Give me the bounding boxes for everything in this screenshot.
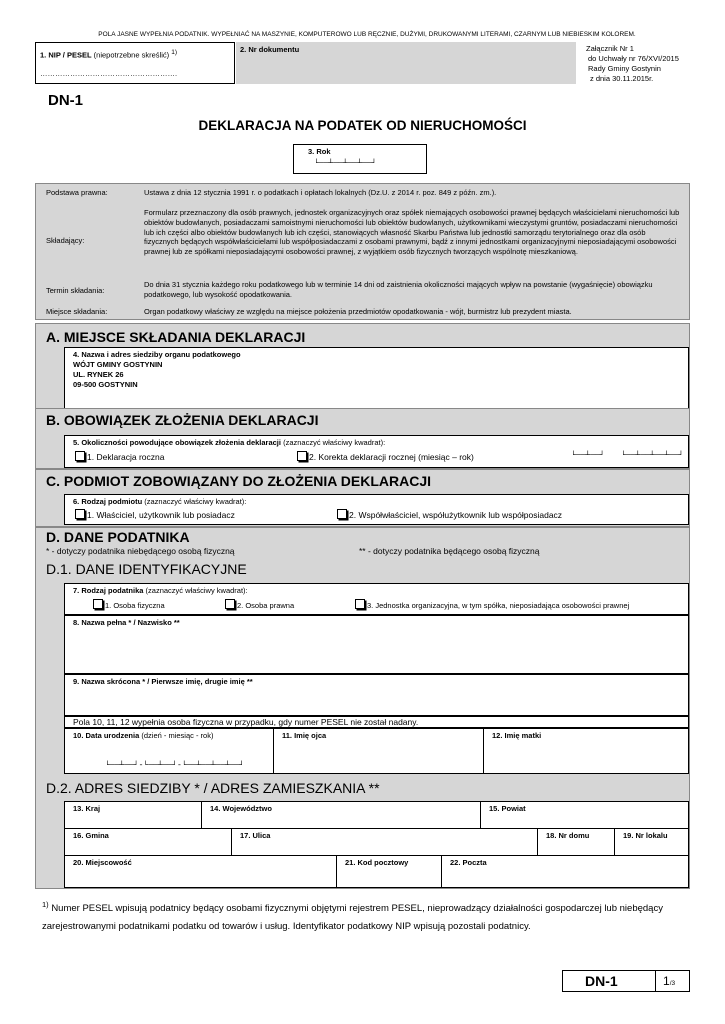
mother-name-field[interactable]: [483, 728, 689, 774]
option-owner[interactable]: [75, 509, 235, 520]
deadline-text: Do dnia 31 stycznia każdego roku podatkowego lub w terminie 14 dni od zaistnienia okoliczności mających wpływ na powstanie (wygaśnięcie) obowiązku podatkowego, lub wysokość opodatkowania.: [144, 280, 653, 299]
nip-dots: ……………………………………………….: [40, 69, 178, 78]
filers-label: Składający:: [46, 236, 85, 245]
page-number: [663, 974, 675, 988]
field22-label: 22. Poczta: [450, 858, 487, 867]
footer-box: [562, 970, 690, 992]
option-legal-person-label: 2. Osoba prawna: [237, 601, 295, 610]
field7-box: [64, 583, 689, 615]
field15-label: 15. Powiat: [489, 804, 526, 813]
field14-label: 14. Województwo: [210, 804, 272, 813]
option-owner-label: 1. Właściciel, użytkownik lub posiadacz: [87, 510, 235, 520]
street-field[interactable]: [231, 828, 538, 856]
section-b-title: B. OBOWIĄZEK ZŁOŻENIA DEKLARACJI: [46, 412, 319, 428]
section-a-title: A. MIEJSCE SKŁADANIA DEKLARACJI: [46, 329, 306, 345]
section-d: [35, 527, 690, 889]
checkbox-org-unit[interactable]: [355, 599, 365, 609]
footnote-text: Numer PESEL wpisują podatnicy będący osobami fizycznymi objętymi rejestrem PESEL, nieprowadzący działalności gospodarczej lub niebędący zarejestrowanymi podatnikami podatku od towarów i usług. Identyfikator podatkowy NIP wpisują pozostali podatnicy.: [42, 903, 663, 933]
field17-label: 17. Ulica: [240, 831, 271, 840]
field9-label: 9. Nazwa skrócona * / Pierwsze imię, drugie imię **: [73, 677, 253, 686]
nip-hint: (niepotrzebne skreślić): [93, 50, 170, 60]
short-name-field[interactable]: [64, 674, 689, 716]
father-name-field[interactable]: [273, 728, 484, 774]
commune-field[interactable]: [64, 828, 232, 856]
nip-label: 1. NIP / PESEL: [40, 50, 92, 60]
section-c-title: C. PODMIOT ZOBOWIĄZANY DO ZŁOŻENIA DEKLARACJI: [46, 473, 431, 489]
note-non-natural: * - dotyczy podatnika niebędącego osobą fizyczną: [46, 546, 235, 556]
option-correction-label: 2. Korekta deklaracji rocznej (miesiąc – rok): [309, 452, 474, 462]
address-line: WÓJT GMINY GOSTYNIN: [73, 360, 163, 369]
field18-label: 18. Nr domu: [546, 831, 590, 840]
town-field[interactable]: [64, 855, 337, 888]
place-text: Organ podatkowy właściwy ze względu na miejsce położenia przedmiotów opodatkowania - wójt, burmistrz lub prezydent miasta.: [144, 307, 572, 316]
option-org-unit[interactable]: [355, 599, 629, 610]
legal-basis-label: Podstawa prawna:: [46, 188, 108, 197]
page-total: /3: [669, 980, 676, 987]
address-line: 09-500 GOSTYNIN: [73, 380, 138, 389]
field6-box: [64, 494, 689, 525]
correction-year-ticks[interactable]: └──┴──┴──┴──┘: [621, 451, 684, 460]
year-input-ticks: └──┴──┴──┴──┘: [314, 159, 377, 168]
pesel-note-box: [64, 716, 689, 728]
footer-form-code: DN-1: [585, 973, 618, 989]
footnote: [42, 896, 682, 936]
d1-title: D.1. DANE IDENTYFIKACYJNE: [46, 561, 247, 577]
note-natural: ** - dotyczy podatnika będącego osobą fizyczną: [359, 546, 540, 556]
country-field[interactable]: [64, 801, 202, 829]
fill-instructions: POLA JASNE WYPEŁNIA PODATNIK. WYPEŁNIAĆ NA MASZYNIE, KOMPUTEROWO LUB RĘCZNIE, DUŻYMI, DRUKOWANYMI LITERAMI, CZARNYM LUB NIEBIESKIM KOLOREM.: [98, 31, 636, 38]
field19-label: 19. Nr lokalu: [623, 831, 668, 840]
checkbox-natural-person[interactable]: [93, 599, 103, 609]
attachment-line: do Uchwały nr 76/XVI/2015: [588, 54, 679, 63]
checkbox-owner[interactable]: [75, 509, 85, 519]
option-legal-person[interactable]: [225, 599, 294, 610]
section-d-title: D. DANE PODATNIKA: [46, 529, 190, 545]
option-co-owner-label: 2. Współwłaściciel, współużytkownik lub współposiadacz: [349, 510, 563, 520]
field21-label: 21. Kod pocztowy: [345, 858, 409, 867]
nip-pesel-field[interactable]: [35, 42, 235, 84]
county-field[interactable]: [480, 801, 689, 829]
correction-month-ticks[interactable]: └──┴──┘: [571, 451, 605, 460]
checkbox-correction[interactable]: [297, 451, 307, 461]
tax-office-address: [73, 360, 162, 390]
option-co-owner[interactable]: [337, 509, 562, 520]
nip-footnote-ref: 1): [171, 49, 177, 56]
section-b: [35, 408, 690, 469]
field13-label: 13. Kraj: [73, 804, 101, 813]
postal-code-field[interactable]: [336, 855, 442, 888]
field5-box: [64, 435, 689, 468]
field10-hint: (dzień - miesiąc - rok): [141, 731, 214, 740]
field5-hint: (zaznaczyć właściwy kwadrat):: [283, 438, 386, 447]
option-annual-label: 1. Deklaracja roczna: [87, 452, 165, 462]
option-correction[interactable]: [297, 451, 474, 462]
field7-hint: (zaznaczyć właściwy kwadrat):: [145, 586, 248, 595]
form-title: DEKLARACJA NA PODATEK OD NIERUCHOMOŚCI: [198, 118, 527, 133]
field11-label: 11. Imię ojca: [282, 731, 327, 740]
full-name-field[interactable]: [64, 615, 689, 674]
field10-label: 10. Data urodzenia: [73, 731, 140, 740]
house-number-field[interactable]: [537, 828, 615, 856]
page-current: 1: [663, 974, 670, 988]
field20-label: 20. Miejscowość: [73, 858, 132, 867]
field16-label: 16. Gmina: [73, 831, 109, 840]
d2-title: D.2. ADRES SIEDZIBY * / ADRES ZAMIESZKANIA **: [46, 780, 380, 796]
section-c: [35, 469, 690, 527]
post-office-field[interactable]: [441, 855, 689, 888]
option-natural-person-label: 1. Osoba fizyczna: [105, 601, 165, 610]
attachment-line: Załącznik Nr 1: [586, 44, 634, 53]
attachment-line: Rady Gminy Gostynin: [588, 64, 661, 73]
option-natural-person[interactable]: [93, 599, 165, 610]
doc-number-label: 2. Nr dokumentu: [240, 45, 300, 54]
attachment-line: z dnia 30.11.2015r.: [590, 74, 654, 83]
year-label: 3. Rok: [308, 147, 331, 156]
tax-office-field: [64, 347, 689, 409]
document-number-field: [236, 42, 576, 84]
filers-text: Formularz przeznaczony dla osób prawnych, jednostek organizacyjnych oraz spółek niemających osobowości prawnej będących właścicielami nieruchomości lub obiektów budowlanych, posiadaczami samoistnymi nieruchomości lub obiektów budowlanych, użytkownikami wieczystymi gruntów, posiadaczami nieruchomości lub ich części albo obiektów budowlanych lub ich części, stanowiących własność Skarbu Państwa lub jednostki samorządu terytorialnego oraz dla osób fizycznych będących współwłaścicielami lub współposiadaczami z osobami prawnymi, bądź z innymi jednostkami organizacyjnymi nieposiadającymi osobowości prawnej lub ze spółkami nieposiadającymi osobowości prawnej, z wyjątkiem osób fizycznych tworzących wspólnotę mieszkaniową.: [144, 208, 680, 257]
apartment-number-field[interactable]: [614, 828, 689, 856]
field6-label: 6. Rodzaj podmiotu: [73, 497, 143, 506]
attachment-note: [586, 44, 679, 84]
info-block: [35, 183, 690, 320]
field7-label: 7. Rodzaj podatnika: [73, 586, 144, 595]
form-code: DN-1: [48, 92, 84, 109]
option-org-unit-label: 3. Jednostka organizacyjna, w tym spółka, nieposiadająca osobowości prawnej: [367, 601, 630, 610]
voivodeship-field[interactable]: [201, 801, 481, 829]
address-line: UL. RYNEK 26: [73, 370, 124, 379]
field4-label: 4. Nazwa i adres siedziby organu podatkowego: [73, 350, 241, 359]
birth-date-ticks: └──┴──┘-└──┴──┘-└──┴──┴──┴──┘: [105, 761, 245, 770]
field12-label: 12. Imię matki: [492, 731, 542, 740]
place-label: Miejsce składania:: [46, 307, 108, 316]
field5-label: 5. Okoliczności powodujące obowiązek złożenia deklaracji: [73, 438, 281, 447]
deadline-label: Termin składania:: [46, 286, 105, 295]
checkbox-co-owner[interactable]: [337, 509, 347, 519]
checkbox-legal-person[interactable]: [225, 599, 235, 609]
option-annual[interactable]: [75, 451, 164, 462]
pesel-note: Pola 10, 11, 12 wypełnia osoba fizyczna w przypadku, gdy numer PESEL nie został nadany.: [73, 717, 419, 727]
section-a: [35, 323, 690, 411]
field8-label: 8. Nazwa pełna * / Nazwisko **: [73, 618, 180, 627]
year-field[interactable]: [293, 144, 427, 174]
legal-basis-text: Ustawa z dnia 12 stycznia 1991 r. o podatkach i opłatach lokalnych (Dz.U. z 2014 r. poz. 849 z późn. zm.).: [144, 188, 497, 197]
checkbox-annual[interactable]: [75, 451, 85, 461]
field6-hint: (zaznaczyć właściwy kwadrat):: [144, 497, 247, 506]
footnote-ref: 1): [42, 900, 49, 909]
birth-date-field[interactable]: [64, 728, 274, 774]
